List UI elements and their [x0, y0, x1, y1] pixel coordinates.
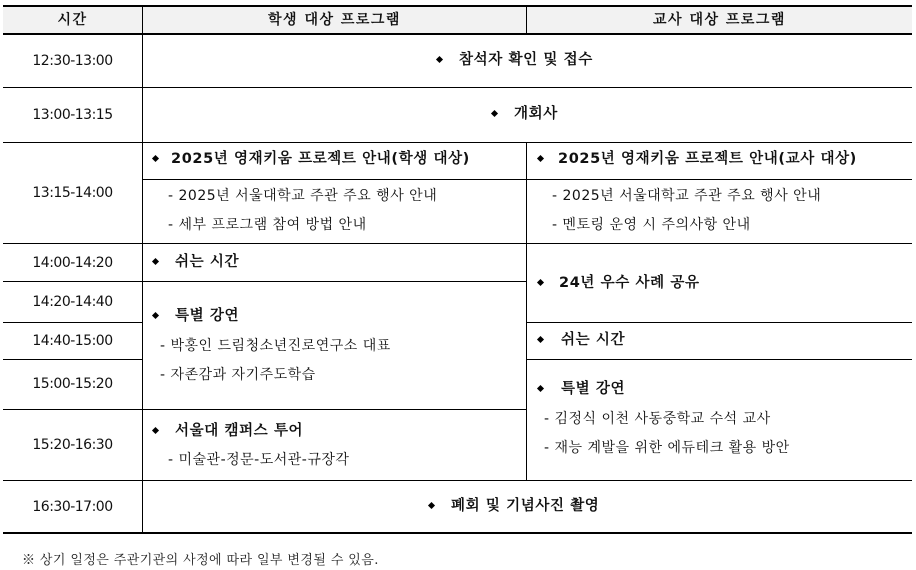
bullet-diamond-icon — [152, 427, 159, 434]
teacher-intro-item: - 멘토링 운영 시 주의사항 안내 — [552, 217, 751, 233]
bullet-diamond-icon — [537, 336, 544, 343]
table-bottom-border — [3, 532, 912, 534]
time-cell: 12:30-13:00 — [32, 53, 113, 69]
time-cell: 14:40-15:00 — [32, 333, 113, 349]
teacher-intro-item: - 2025년 서울대학교 주관 주요 행사 안내 — [552, 188, 822, 204]
student-lecture-title: 특별 강연 — [175, 308, 240, 324]
bullet-diamond-icon — [428, 502, 435, 509]
student-break-label: 쉬는 시간 — [175, 254, 240, 270]
bullet-diamond-icon — [436, 56, 443, 63]
header-student: 학생 대상 프로그램 — [268, 12, 401, 28]
program-column-border — [526, 142, 527, 481]
teacher-intro-title: 2025년 영재키움 프로젝트 안내(교사 대상) — [558, 151, 857, 167]
time-cell: 13:15-14:00 — [32, 185, 113, 201]
bullet-diamond-icon — [537, 385, 544, 392]
row-divider — [3, 87, 912, 88]
teacher-break-label: 쉬는 시간 — [561, 332, 626, 348]
header-bottom-border — [3, 33, 912, 35]
time-cell: 15:00-15:20 — [32, 376, 113, 392]
header-teacher: 교사 대상 프로그램 — [653, 12, 786, 28]
row-divider — [3, 322, 142, 323]
registration-label: 참석자 확인 및 접수 — [459, 52, 593, 68]
teacher-lecture-item: - 재능 계발을 위한 에듀테크 활용 방안 — [544, 440, 790, 456]
row-divider — [526, 322, 912, 323]
schedule-table — [3, 5, 912, 534]
row-divider — [142, 179, 912, 180]
bullet-diamond-icon — [537, 155, 544, 162]
teacher-cases-label: 24년 우수 사례 공유 — [559, 275, 700, 291]
teacher-lecture-title: 특별 강연 — [561, 381, 626, 397]
time-cell: 13:00-13:15 — [32, 107, 113, 123]
bullet-diamond-icon — [152, 312, 159, 319]
row-divider — [3, 480, 912, 481]
student-lecture-item: - 박홍인 드림청소년진로연구소 대표 — [160, 338, 391, 354]
row-divider — [3, 359, 142, 360]
bullet-diamond-icon — [152, 258, 159, 265]
row-divider — [3, 142, 912, 143]
row-divider — [3, 409, 526, 410]
bullet-diamond-icon — [152, 155, 159, 162]
student-lecture-item: - 자존감과 자기주도학습 — [160, 367, 316, 383]
student-intro-item: - 세부 프로그램 참여 방법 안내 — [168, 217, 367, 233]
teacher-lecture-item: - 김정식 이천 사동중학교 수석 교사 — [544, 411, 771, 427]
row-divider — [3, 243, 912, 244]
opening-label: 개회사 — [514, 106, 558, 122]
time-cell: 14:00-14:20 — [32, 255, 113, 271]
time-cell: 15:20-16:30 — [32, 437, 113, 453]
student-intro-title: 2025년 영재키움 프로젝트 안내(학생 대상) — [171, 151, 470, 167]
time-cell: 14:20-14:40 — [32, 294, 113, 310]
table-top-border — [3, 5, 912, 7]
closing-label: 폐회 및 기념사진 촬영 — [451, 498, 600, 514]
student-tour-title: 서울대 캠퍼스 투어 — [175, 423, 304, 439]
time-cell: 16:30-17:00 — [32, 499, 113, 515]
footnote: ※ 상기 일정은 주관기관의 사정에 따라 일부 변경될 수 있음. — [22, 553, 379, 568]
bullet-diamond-icon — [491, 110, 498, 117]
student-tour-item: - 미술관-정문-도서관-규장각 — [168, 452, 350, 468]
student-intro-item: - 2025년 서울대학교 주관 주요 행사 안내 — [168, 188, 438, 204]
time-column-border — [142, 5, 143, 534]
row-divider — [3, 281, 526, 282]
bullet-diamond-icon — [537, 279, 544, 286]
row-divider — [526, 359, 912, 360]
header-time: 시간 — [57, 12, 88, 28]
